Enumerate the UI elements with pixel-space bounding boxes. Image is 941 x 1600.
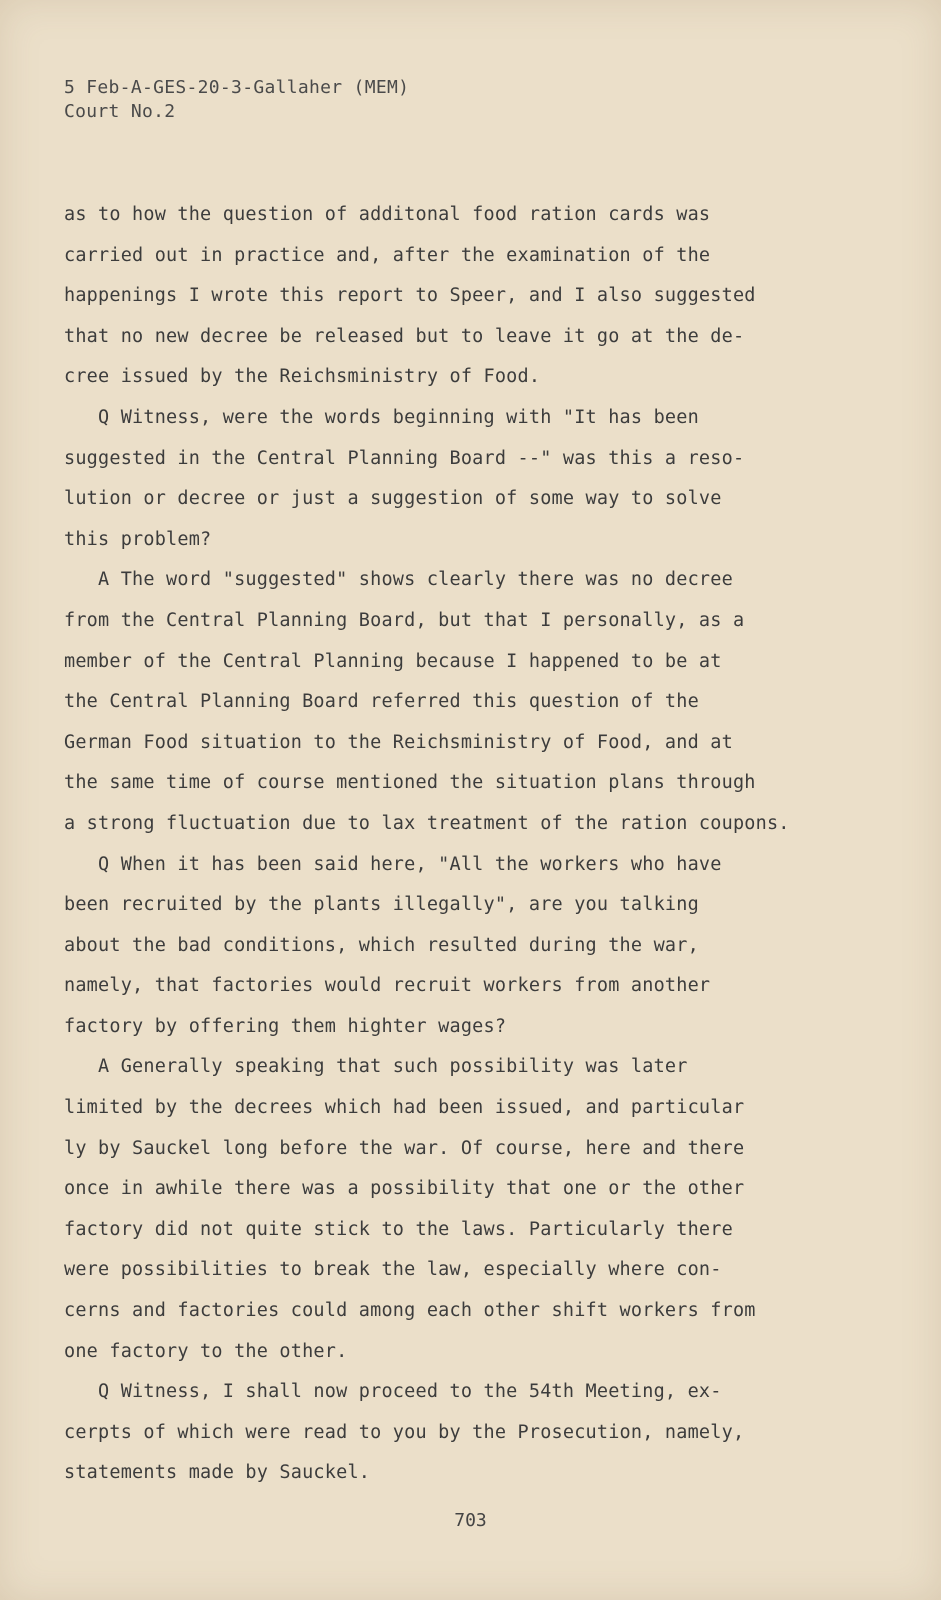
text-line: cerpts of which were read to you by the Prosecution, namely, xyxy=(64,1421,745,1443)
text-line: happenings I wrote this report to Speer, and I also suggested xyxy=(64,285,756,307)
text-line: were possibilities to break the law, especially where con- xyxy=(64,1259,722,1281)
text-line: German Food situation to the Reichsministry of Food, and at xyxy=(64,731,733,753)
text-line: factory did not quite stick to the laws. Particularly there xyxy=(64,1218,733,1240)
text-line: ly by Sauckel long before the war. Of course, here and there xyxy=(64,1137,745,1159)
text-line: cerns and factories could among each other shift workers from xyxy=(64,1300,756,1322)
document-header xyxy=(64,76,409,124)
text-line: statements made by Sauckel. xyxy=(64,1462,371,1484)
text-line: namely, that factories would recruit workers from another xyxy=(64,975,711,997)
answer-line: A Generally speaking that such possibility was later xyxy=(64,1056,688,1078)
text-line: one factory to the other. xyxy=(64,1340,348,1362)
text-line: that no new decree be released but to leave it go at the de- xyxy=(64,325,745,347)
question-line: Q When it has been said here, "All the workers who have xyxy=(64,853,722,875)
text-line: this problem? xyxy=(64,528,212,550)
text-line: as to how the question of additonal food ration cards was xyxy=(64,204,711,225)
text-line: the Central Planning Board referred this question of the xyxy=(64,691,699,713)
header-court-line: Court No.2 xyxy=(64,101,176,122)
page-number: 703 xyxy=(454,1510,487,1531)
text-line: factory by offering them highter wages? xyxy=(64,1015,507,1037)
text-line: suggested in the Central Planning Board --" was this a reso- xyxy=(64,447,745,469)
question-line: Q Witness, I shall now proceed to the 54th Meeting, ex- xyxy=(64,1381,722,1403)
text-line: from the Central Planning Board, but that I personally, as a xyxy=(64,609,745,631)
text-line: lution or decree or just a suggestion of some way to solve xyxy=(64,488,722,510)
text-line: a strong fluctuation due to lax treatment of the ration coupons. xyxy=(64,812,790,834)
text-line: the same time of course mentioned the situation plans through xyxy=(64,772,756,794)
answer-line: A The word "suggested" shows clearly there was no decree xyxy=(64,569,733,591)
text-line: member of the Central Planning because I happened to be at xyxy=(64,650,722,672)
text-line: once in awhile there was a possibility that one or the other xyxy=(64,1178,745,1200)
testimony-body xyxy=(64,195,884,1494)
text-line: carried out in practice and, after the examination of the xyxy=(64,244,711,266)
text-line: about the bad conditions, which resulted during the war, xyxy=(64,934,699,956)
text-line: cree issued by the Reichsministry of Food. xyxy=(64,366,541,388)
text-line: been recruited by the plants illegally", are you talking xyxy=(64,894,699,916)
question-line: Q Witness, were the words beginning with "It has been xyxy=(64,406,699,428)
header-session-line: 5 Feb-A-GES-20-3-Gallaher (MEM) xyxy=(64,77,410,98)
text-line: limited by the decrees which had been issued, and particular xyxy=(64,1097,745,1119)
